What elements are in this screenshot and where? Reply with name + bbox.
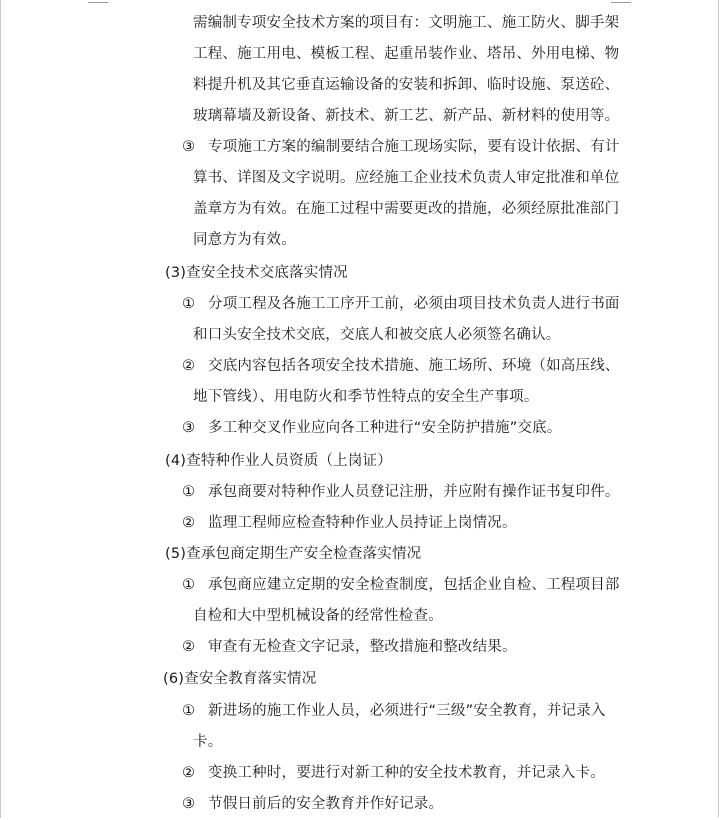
paragraph-line: 料提升机及其它垂直运输设备的安装和拆卸、临时设施、泵送砼、 xyxy=(193,77,620,93)
section-heading: (6)查安全教育落实情况 xyxy=(163,671,317,687)
list-item-text: 交底内容包括各项安全技术措施、施工场所、环境（如高压线、 xyxy=(208,358,620,374)
list-marker: ② xyxy=(182,639,196,655)
list-item xyxy=(182,570,620,601)
paragraph-line: 玻璃幕墙及新设备、新技术、新工艺、新产品、新材料的使用等。 xyxy=(193,108,620,124)
list-item xyxy=(182,696,606,727)
list-marker: ② xyxy=(182,515,196,531)
list-item-text: 分项工程及各施工工序开工前，必须由项目技术负责人进行书面 xyxy=(208,296,620,312)
list-item-text: 变换工种时，要进行对新工种的安全技术教育，并记录入卡。 xyxy=(208,765,605,781)
list-item-text: 节假日前后的安全教育并作好记录。 xyxy=(208,796,444,812)
list-marker: ② xyxy=(182,358,196,374)
list-item xyxy=(182,413,562,444)
paragraph-line: 同意方为有效。 xyxy=(193,232,296,248)
list-item-text: 专项施工方案的编制要结合施工现场实际，要有设计依据、有计 xyxy=(208,139,620,155)
list-item-text: 审查有无检查文字记录，整改措施和整改结果。 xyxy=(208,639,517,655)
paragraph-line: 卡。 xyxy=(193,734,223,750)
list-marker: ③ xyxy=(182,420,196,436)
paragraph-line: 和口头安全技术交底，交底人和被交底人必须签名确认。 xyxy=(193,327,561,343)
section-heading: (3)查安全技术交底落实情况 xyxy=(165,265,348,281)
paragraph-line: 盖章方为有效。在施工过程中需要更改的措施，必须经原批准部门 xyxy=(193,201,620,217)
page-corner-mark-left xyxy=(88,0,108,3)
section-heading: (4)查特种作业人员资质（上岗证） xyxy=(165,453,392,469)
list-marker: ③ xyxy=(182,796,196,812)
list-marker: ③ xyxy=(182,139,196,155)
list-marker: ① xyxy=(182,296,196,312)
list-item-text: 监理工程师应检查特种作业人员持证上岗情况。 xyxy=(208,515,517,531)
list-item xyxy=(182,132,620,163)
list-item-text: 多工种交叉作业应向各工种进行“安全防护措施”交底。 xyxy=(208,420,562,436)
list-marker: ① xyxy=(182,484,196,500)
paragraph-line: 工程、施工用电、模板工程、起重吊装作业、塔吊、外用电梯、物 xyxy=(193,46,620,62)
list-item xyxy=(182,789,443,820)
page-corner-mark-right xyxy=(611,0,631,3)
paragraph-line: 自检和大中型机械设备的经常性检查。 xyxy=(193,608,443,624)
list-item xyxy=(182,351,620,382)
list-marker: ① xyxy=(182,703,196,719)
list-item xyxy=(182,632,517,663)
list-item xyxy=(182,477,620,508)
list-item-text: 新进场的施工作业人员，必须进行“三级”安全教育，并记录入 xyxy=(208,703,606,719)
section-heading: (5)查承包商定期生产安全检查落实情况 xyxy=(165,546,422,562)
list-item xyxy=(182,289,620,320)
paragraph-line: 需编制专项安全技术方案的项目有：文明施工、施工防火、脚手架 xyxy=(193,15,620,31)
list-item xyxy=(182,758,605,789)
paragraph-line: 算书、详图及文字说明。应经施工企业技术负责人审定批准和单位 xyxy=(193,170,620,186)
list-marker: ① xyxy=(182,577,196,593)
paragraph-line: 地下管线）、用电防火和季节性特点的安全生产事项。 xyxy=(193,389,539,405)
list-item-text: 承包商要对特种作业人员登记注册，并应附有操作证书复印件。 xyxy=(208,484,620,500)
list-item xyxy=(182,508,517,539)
list-marker: ② xyxy=(182,765,196,781)
list-item-text: 承包商应建立定期的安全检查制度，包括企业自检、工程项目部 xyxy=(208,577,620,593)
